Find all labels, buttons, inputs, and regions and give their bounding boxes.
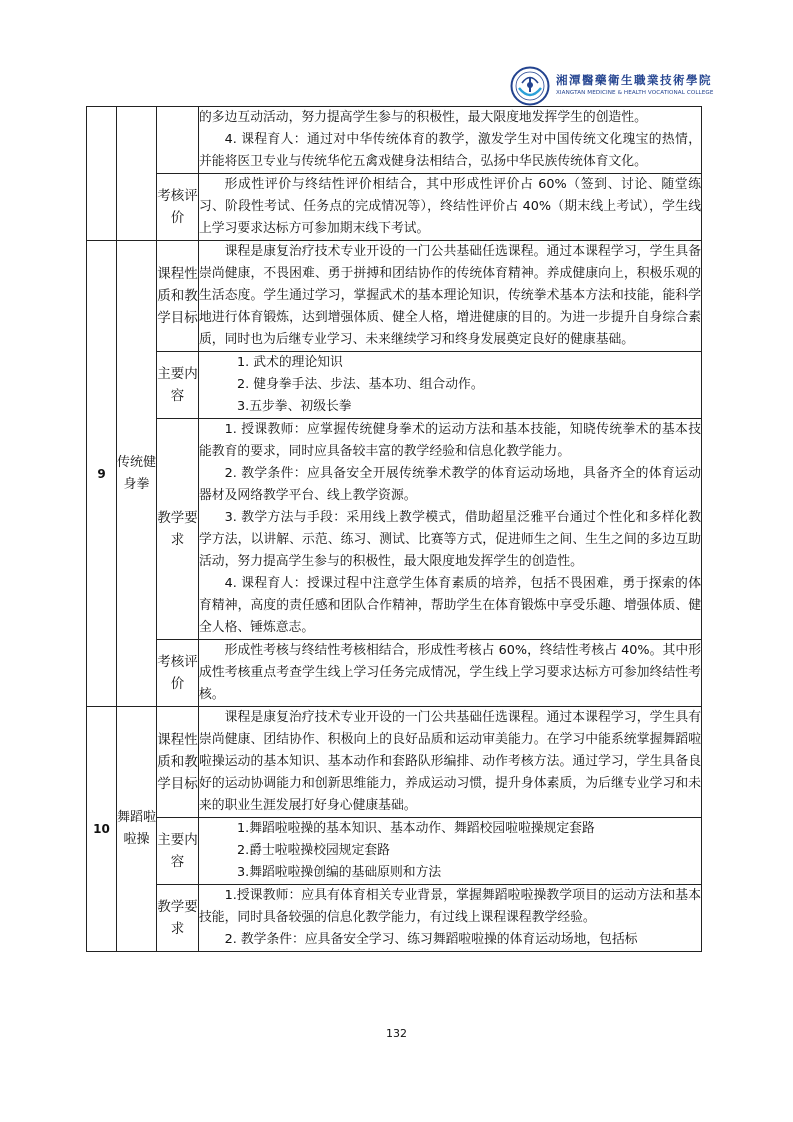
paragraph: 2. 教学条件：应具备安全学习、练习舞蹈啦啦操的体育运动场地，包括标 xyxy=(224,932,638,947)
section-label-assessment: 考核评价 xyxy=(157,640,199,707)
page-number: 132 xyxy=(386,1027,407,1040)
list-item: 1. 武术的理论知识 xyxy=(237,355,343,370)
section-label-teaching-req: 教学要求 xyxy=(157,885,199,952)
table-row xyxy=(87,707,702,818)
teaching-req-content xyxy=(199,107,702,174)
list-item: 3.五步拳、初级长拳 xyxy=(237,399,352,414)
table-row xyxy=(87,885,702,952)
course-number: 10 xyxy=(87,707,117,952)
list-item: 2.爵士啦啦操校园规定套路 xyxy=(237,843,390,858)
paragraph: 4. 课程育人：授课过程中注意学生体育素质的培养，包括不畏困难，勇于探索的体育精神，高度的责任感和团队合作精神，帮助学生在体育锻炼中享受乐趣、增强体质、健全人格、锤炼意志。 xyxy=(199,576,701,635)
paragraph: 3. 教学方法与手段：采用线上教学模式，借助超星泛雅平台通过个性化和多样化教学方法，以讲解、示范、练习、测试、比赛等方式，促进师生之间、生生之间的多边互助活动，努力提高学生参与的积极性，最大限度地发挥学生的创造性。 xyxy=(199,510,701,569)
section-label-main-content: 主要内容 xyxy=(157,818,199,885)
nature-content xyxy=(199,241,702,352)
paragraph: 1.授课教师：应具有体育相关专业背景，掌握舞蹈啦啦操教学项目的运动方法和基本技能，同时具备较强的信息化教学能力，有过线上课程课程教学经验。 xyxy=(199,888,701,925)
section-label-nature: 课程性质和教学目标 xyxy=(157,241,199,352)
main-content-list xyxy=(199,818,702,885)
teaching-req-content xyxy=(199,885,702,952)
list-item: 1.舞蹈啦啦操的基本知识、基本动作、舞蹈校园啦啦操规定套路 xyxy=(237,821,595,836)
table-row xyxy=(87,352,702,419)
paragraph: 形成性考核与终结性考核相结合，形成性考核占 60%，终结性考核占 40%。其中形成性考核重点考查学生线上学习任务完成情况，学生线上学习要求达标方可参加终结性考核。 xyxy=(199,643,701,702)
school-name-en: XIANGTAN MEDICINE & HEALTH VOCATIONAL COLLEGE xyxy=(556,90,714,96)
assessment-content xyxy=(199,640,702,707)
paragraph: 的多边互动活动，努力提高学生参与的积极性，最大限度地发挥学生的创造性。 xyxy=(199,110,647,125)
section-label-teaching-req: 教学要求 xyxy=(157,419,199,640)
school-emblem-icon xyxy=(510,66,550,106)
course-name: 舞蹈啦啦操 xyxy=(117,707,157,952)
table-row xyxy=(87,640,702,707)
section-label-assessment: 考核评价 xyxy=(157,174,199,241)
table-row xyxy=(87,818,702,885)
nature-content xyxy=(199,707,702,818)
table-row xyxy=(87,419,702,640)
table-row xyxy=(87,241,702,352)
paragraph: 课程是康复治疗技术专业开设的一门公共基础任选课程。通过本课程学习，学生具有崇尚健康、团结协作、积极向上的良好品质和运动审美能力。在学习中能系统掌握舞蹈啦啦操运动的基本知识、基本动作和套路队形编排、动作考核方法。通过学习，学生具备良好的运动协调能力和创新思维能力，养成运动习惯，提升身体素质，为后继专业学习和未来的职业生涯发展打好身心健康基础。 xyxy=(199,710,701,813)
course-name: 传统健身拳 xyxy=(117,241,157,707)
section-label-nature: 课程性质和教学目标 xyxy=(157,707,199,818)
list-item: 3.舞蹈啦啦操创编的基础原则和方法 xyxy=(237,865,442,880)
main-content-list xyxy=(199,352,702,419)
school-logo xyxy=(510,66,714,110)
teaching-req-content xyxy=(199,419,702,640)
table-row xyxy=(87,107,702,174)
course-name-cell xyxy=(117,107,157,241)
paragraph: 1. 授课教师：应掌握传统健身拳术的运动方法和基本技能，知晓传统拳术的基本技能教育的要求，同时应具备较丰富的教学经验和信息化教学能力。 xyxy=(199,422,701,459)
course-table xyxy=(86,106,702,952)
course-number: 9 xyxy=(87,241,117,707)
assessment-content xyxy=(199,174,702,241)
course-number-cell xyxy=(87,107,117,241)
school-name-cn: 湘潭醫藥衛生職業技術學院 xyxy=(556,73,712,87)
paragraph: 课程是康复治疗技术专业开设的一门公共基础任选课程。通过本课程学习，学生具备崇尚健康，不畏困难、勇于拼搏和团结协作的传统体育精神。养成健康向上，积极乐观的生活态度。学生通过学习，掌握武术的基本理论知识，传统拳术基本方法和技能，能科学地进行体育锻炼，达到增强体质、健全人格，增进健康的目的。为进一步提升自身综合素质，同时也为后继专业学习、未来继续学习和终身发展奠定良好的健康基础。 xyxy=(199,244,701,347)
paragraph: 形成性评价与终结性评价相结合，其中形成性评价占 60%（签到、讨论、随堂练习、阶段性考试、任务点的完成情况等），终结性评价占 40%（期末线上考试），学生线上学习要求达标方可参加期末线下考试。 xyxy=(199,177,701,236)
paragraph: 2. 教学条件：应具备安全开展传统拳术教学的体育运动场地，具备齐全的体育运动器材及网络教学平台、线上教学资源。 xyxy=(199,466,701,503)
section-label-cell xyxy=(157,107,199,174)
list-item: 2. 健身拳手法、步法、基本功、组合动作。 xyxy=(237,377,484,392)
section-label-main-content: 主要内容 xyxy=(157,352,199,419)
table-row xyxy=(87,174,702,241)
paragraph: 4. 课程育人：通过对中华传统体育的教学，激发学生对中国传统文化瑰宝的热情，并能将医卫专业与传统华佗五禽戏健身法相结合，弘扬中华民族传统体育文化。 xyxy=(199,132,701,169)
